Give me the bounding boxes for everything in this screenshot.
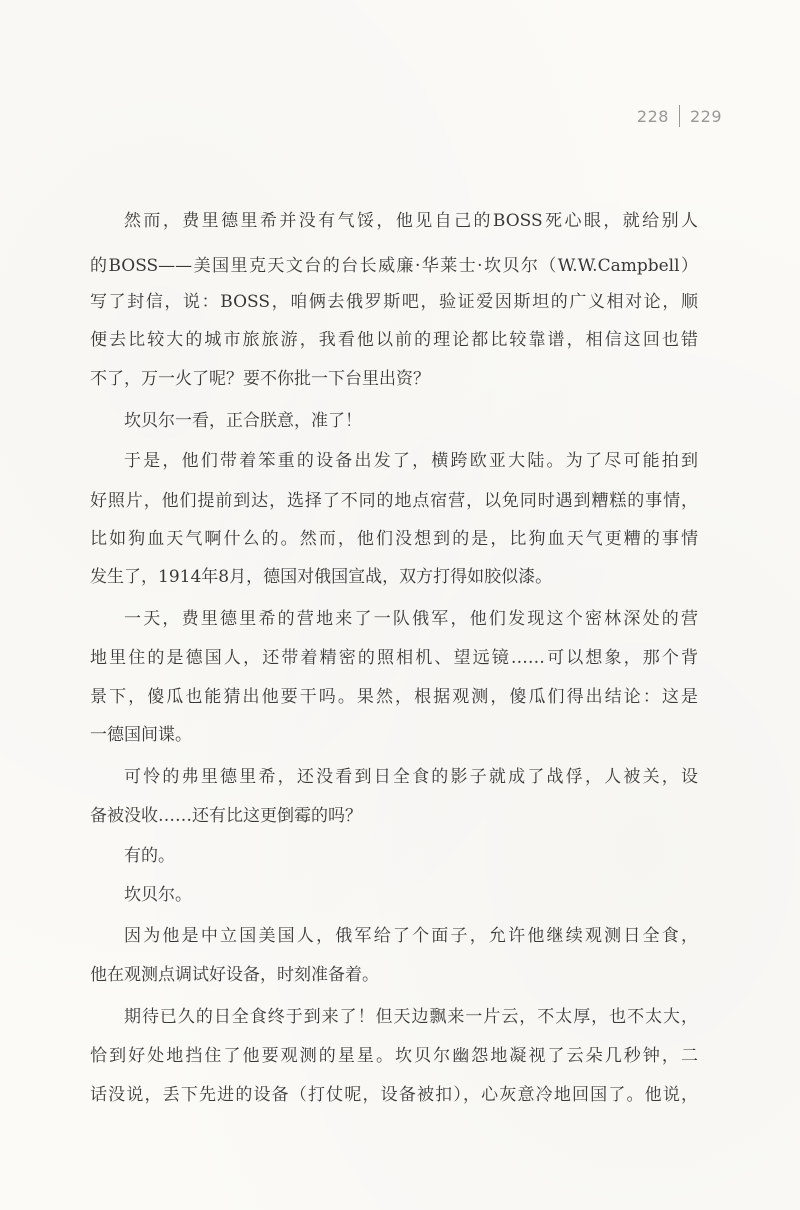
- text-line: 地里住的是德国人，还带着精密的照相机、望远镜……可以想象，那个背: [90, 648, 698, 668]
- text-line: 因为他是中立国美国人，俄军给了个面子，允许他继续观测日全食，: [124, 926, 698, 946]
- page-number-left: 228: [636, 106, 669, 126]
- text-line: 坎贝尔一看，正合朕意，准了！: [124, 411, 362, 431]
- text-line: 可怜的弗里德里希，还没看到日全食的影子就成了战俘，人被关，设: [124, 767, 698, 787]
- text-line: 发生了，1914年8月，德国对俄国宣战，双方打得如胶似漆。: [90, 567, 553, 587]
- text-line: 一德国间谍。: [90, 725, 192, 745]
- text-line: 不了，万一火了呢？要不你批一下台里出资？: [90, 369, 430, 389]
- text-line: 他在观测点调试好设备，时刻准备着。: [90, 965, 379, 985]
- text-line: 好照片，他们提前到达，选择了不同的地点宿营，以免同时遇到糟糕的事情，: [90, 491, 698, 511]
- text-line: 写了封信，说：BOSS，咱俩去俄罗斯吧，验证爱因斯坦的广义相对论，顺: [90, 292, 698, 312]
- text-line: 有的。: [124, 846, 175, 866]
- text-line: 然而，费里德里希并没有气馁，他见自己的BOSS死心眼，就给别人: [124, 211, 698, 231]
- text-line: 便去比较大的城市旅旅游，我看他以前的理论都比较靠谱，相信这回也错: [90, 330, 698, 350]
- text-line: 一天，费里德里希的营地来了一队俄军，他们发现这个密林深处的营: [124, 609, 698, 629]
- text-line: 坎贝尔。: [124, 885, 192, 905]
- text-line: 比如狗血天气啊什么的。然而，他们没想到的是，比狗血天气更糟的事情: [90, 529, 698, 549]
- text-line: 备被没收……还有比这更倒霉的吗？: [90, 806, 362, 826]
- page-number-right: 229: [689, 106, 722, 126]
- text-line: 景下，傻瓜也能猜出他要干吗。果然，根据观测，傻瓜们得出结论：这是: [90, 687, 698, 707]
- text-line: 的BOSS——美国里克天文台的台长威廉·华莱士·坎贝尔（W.W.Campbell）: [90, 256, 698, 276]
- text-line: 话没说，丢下先进的设备（打仗呢，设备被扣），心灰意冷地回国了。他说，: [90, 1085, 698, 1105]
- text-line: 期待已久的日全食终于到来了！但天边飘来一片云，不太厚，也不太大，: [124, 1007, 698, 1027]
- text-line: 于是，他们带着笨重的设备出发了，横跨欧亚大陆。为了尽可能拍到: [124, 451, 698, 471]
- text-line: 恰到好处地挡住了他要观测的星星。坎贝尔幽怨地凝视了云朵几秒钟，二: [90, 1046, 698, 1066]
